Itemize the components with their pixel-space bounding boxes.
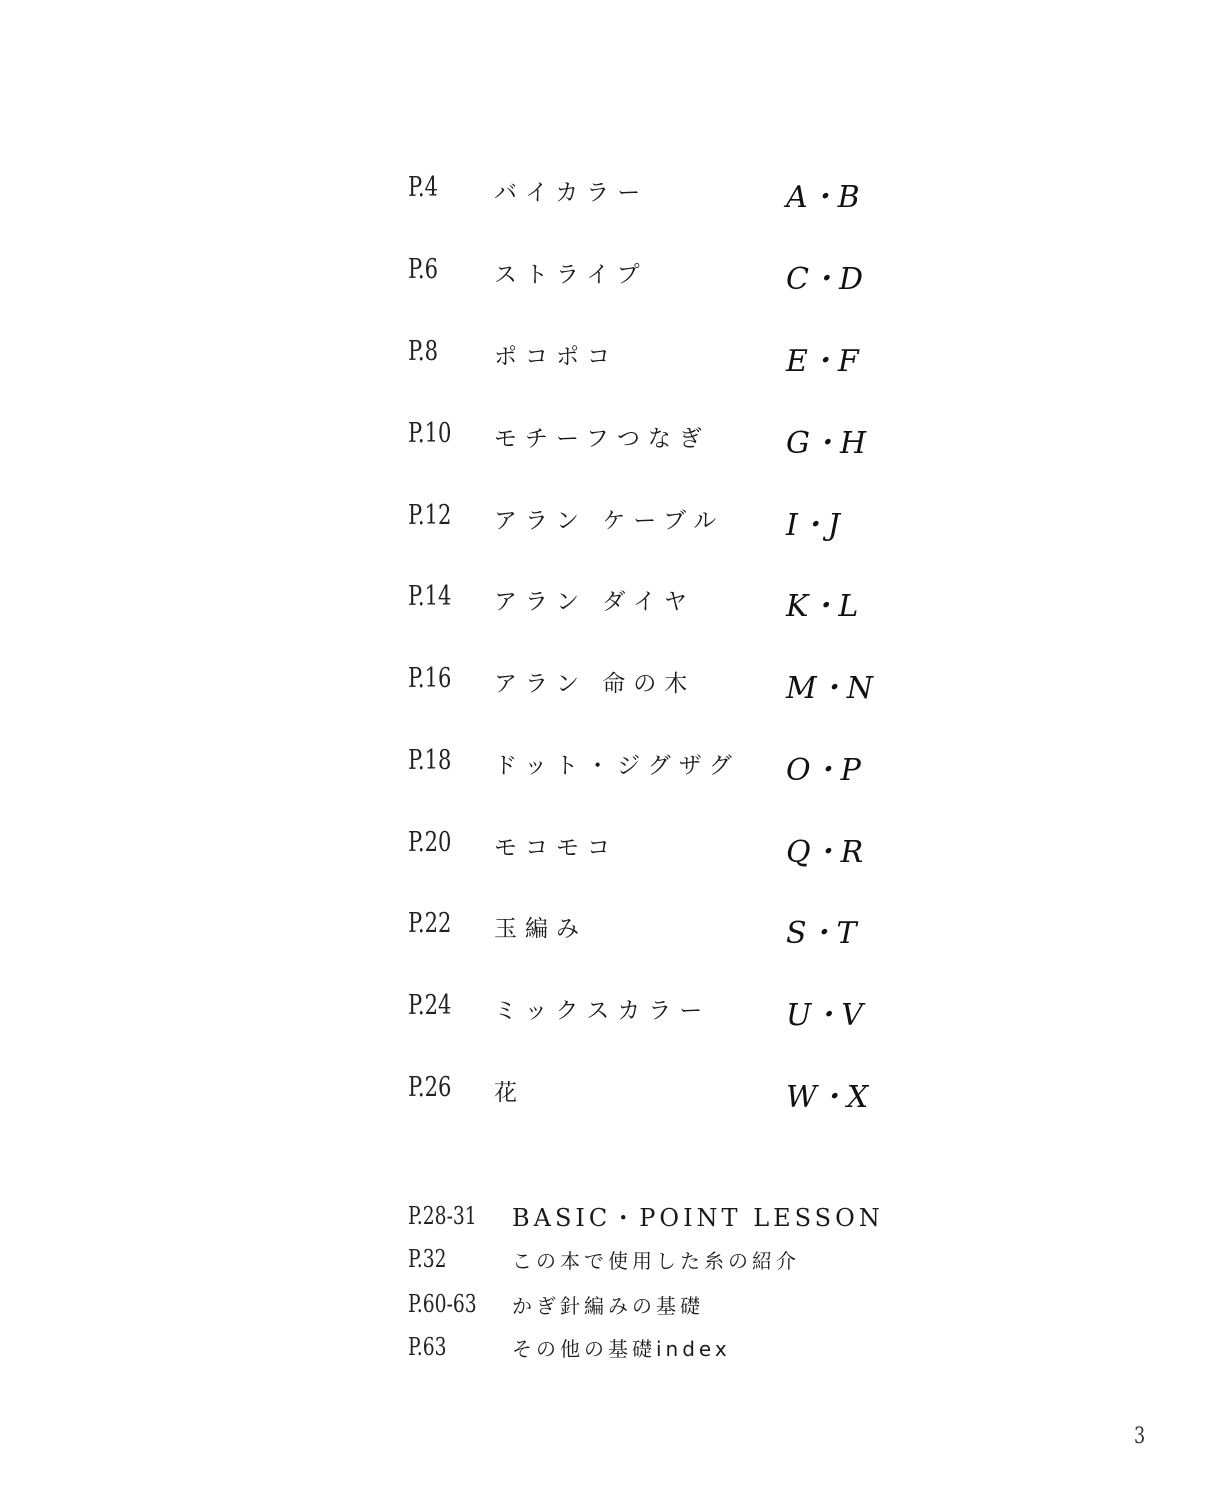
- toc-letters: A・B: [786, 180, 860, 215]
- toc-title: ドット・ジグザグ: [494, 753, 740, 779]
- toc-page-number: P.26: [408, 1072, 452, 1103]
- toc-page-number: P.6: [408, 254, 439, 285]
- toc-extra-row[interactable]: [0, 1290, 1226, 1330]
- toc-title: アラン ダイヤ: [494, 589, 695, 615]
- toc-letters: K・L: [786, 589, 859, 624]
- toc-extra-row[interactable]: [0, 1245, 1226, 1285]
- toc-letters: W・X: [786, 1080, 869, 1115]
- toc-title: アラン ケーブル: [494, 508, 725, 534]
- toc-page-number: P.20: [408, 827, 452, 858]
- toc-page-number: P.22: [408, 908, 452, 939]
- toc-letters: Q・R: [786, 835, 864, 870]
- toc-letters: S・T: [786, 916, 857, 951]
- toc-title: モコモコ: [494, 835, 618, 861]
- toc-row[interactable]: [0, 745, 1226, 805]
- toc-title: アラン 命の木: [494, 671, 696, 697]
- toc-extra-title: この本で使用した糸の紹介: [512, 1249, 800, 1273]
- toc-title: ミックスカラー: [494, 998, 711, 1024]
- toc-letters: G・H: [786, 426, 867, 461]
- toc-page-number: P.12: [408, 500, 452, 531]
- toc-page-number: P.18: [408, 745, 452, 776]
- toc-row[interactable]: [0, 1072, 1226, 1132]
- page-folio: 3: [1134, 1424, 1146, 1449]
- toc-extra-row[interactable]: [0, 1333, 1226, 1373]
- toc-title: 玉編み: [494, 916, 587, 942]
- toc-row[interactable]: [0, 336, 1226, 396]
- toc-page-number: P.8: [408, 336, 439, 367]
- toc-page-number: P.14: [408, 581, 452, 612]
- toc-title: 花: [494, 1080, 525, 1106]
- toc-title: ストライプ: [494, 262, 648, 288]
- toc-letters: U・V: [786, 998, 863, 1033]
- toc-letters: E・F: [786, 344, 859, 379]
- toc-extra-row[interactable]: [0, 1202, 1226, 1242]
- toc-row[interactable]: [0, 908, 1226, 968]
- toc-row[interactable]: [0, 663, 1226, 723]
- toc-page-number: P.24: [408, 990, 452, 1021]
- toc-extra-page-number: P.32: [408, 1245, 447, 1273]
- toc-letters: C・D: [786, 262, 864, 297]
- toc-row[interactable]: [0, 581, 1226, 641]
- toc-extra-title: BASIC・POINT LESSON: [512, 1204, 884, 1232]
- toc-row[interactable]: [0, 827, 1226, 887]
- toc-extra-page-number: P.60-63: [408, 1290, 477, 1318]
- toc-row[interactable]: [0, 990, 1226, 1050]
- toc-row[interactable]: [0, 254, 1226, 314]
- toc-page-number: P.10: [408, 418, 452, 449]
- toc-row[interactable]: [0, 172, 1226, 232]
- toc-row[interactable]: [0, 418, 1226, 478]
- toc-letters: M・N: [786, 671, 873, 706]
- toc-page-number: P.4: [408, 172, 439, 203]
- toc-extra-title: かぎ針編みの基礎: [512, 1294, 704, 1318]
- toc-row[interactable]: [0, 500, 1226, 560]
- toc-title: ポコポコ: [494, 344, 618, 370]
- toc-letters: O・P: [786, 753, 861, 788]
- toc-letters: I・J: [786, 508, 840, 543]
- toc-title: モチーフつなぎ: [494, 426, 710, 452]
- toc-extra-page-number: P.28-31: [408, 1202, 477, 1230]
- toc-page-number: P.16: [408, 663, 452, 694]
- toc-title: バイカラー: [494, 180, 649, 206]
- toc-extra-page-number: P.63: [408, 1333, 447, 1361]
- toc-extra-title: その他の基礎index: [512, 1337, 731, 1361]
